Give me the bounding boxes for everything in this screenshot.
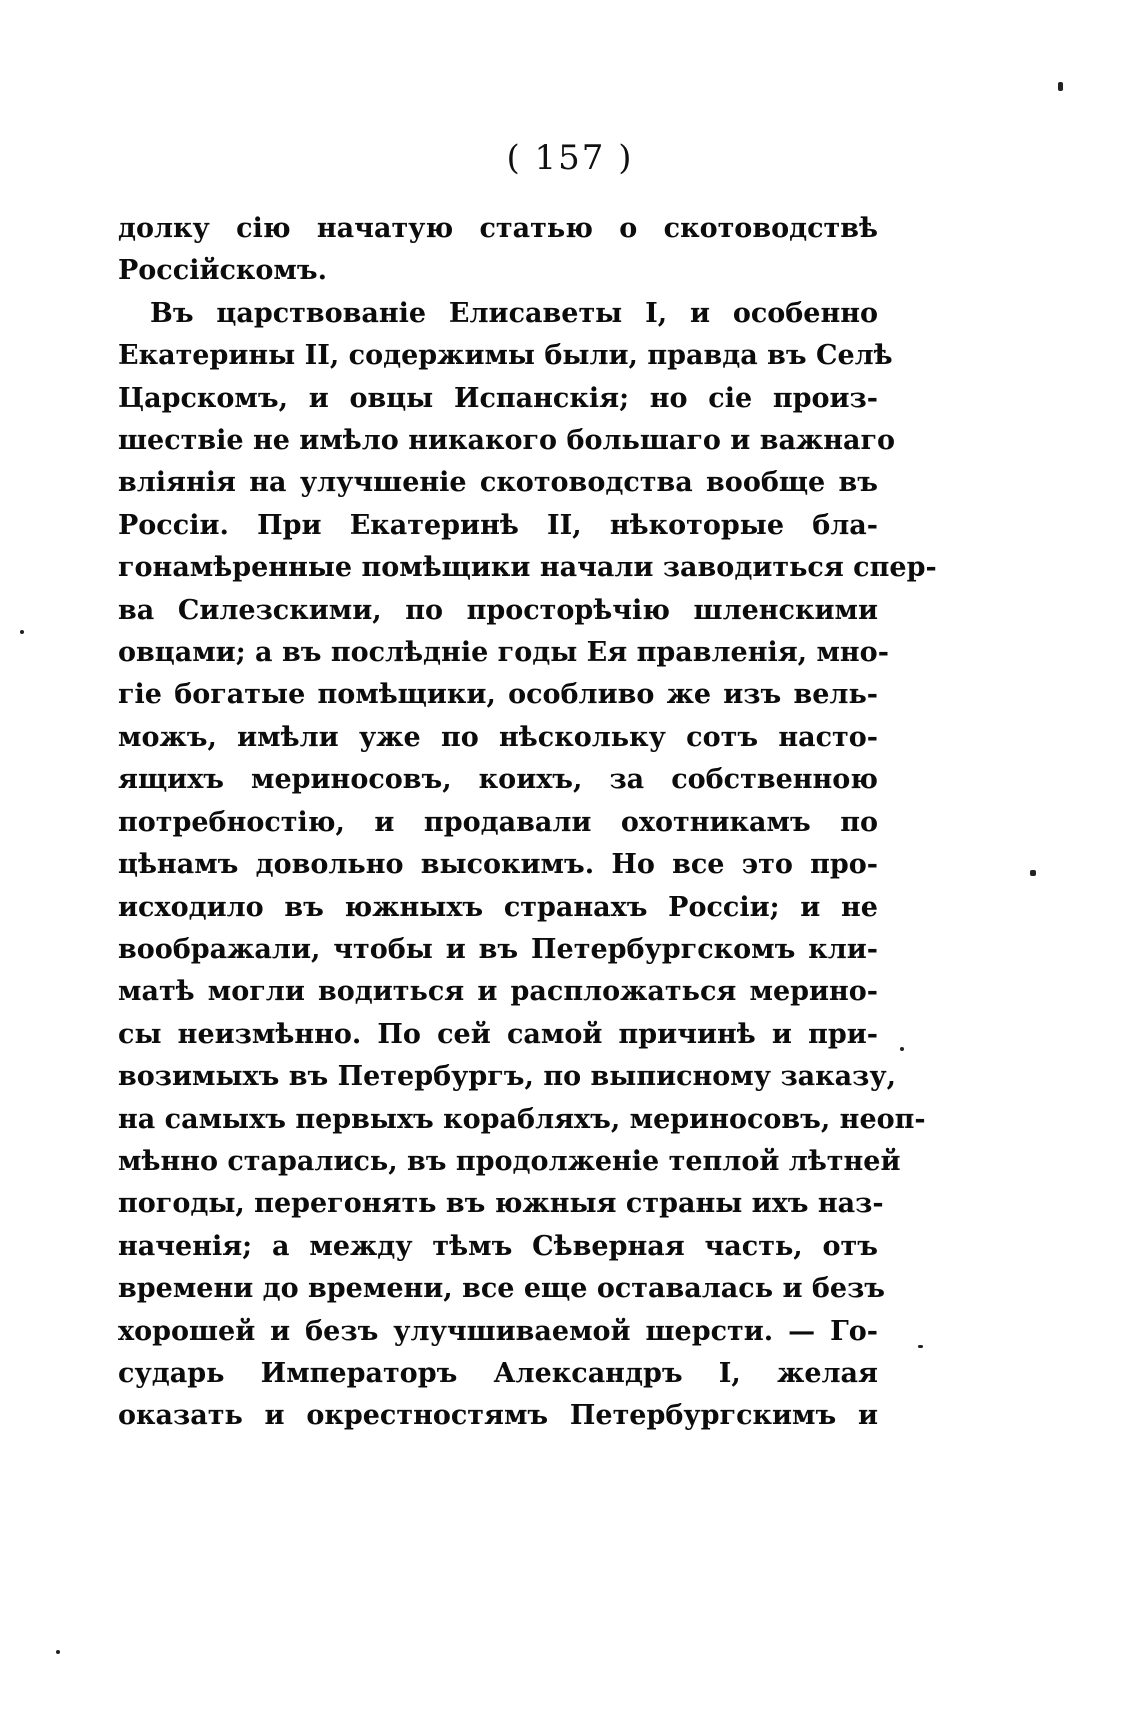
text-line: Въ царствованіе Елисаветы I, и особенно — [150, 297, 878, 329]
scan-speck — [20, 630, 24, 634]
body-text — [118, 208, 937, 1438]
scan-speck — [900, 1047, 904, 1051]
text-line: долку сію начатую статью о скотоводствѣ — [118, 213, 878, 244]
scan-speck — [918, 1345, 923, 1348]
text-line: матѣ могли водиться и расплoжаться мерино- — [118, 976, 878, 1008]
text-line: наченія; а между тѣмъ Сѣверная часть, отъ — [118, 1230, 878, 1262]
text-line: исходило въ южныхъ странахъ Россіи; и не — [118, 891, 878, 923]
text-line: ва Силезскими, по просторѣчію шленскими — [118, 594, 878, 626]
text-line: на самыхъ первыхъ корабляхъ, мериносовъ, неоп- — [118, 1103, 926, 1135]
text-line: ящихъ мериносовъ, коихъ, за собственною — [118, 764, 878, 796]
text-line: овцами; а въ послѣдніе годы Ея правленія, мно- — [118, 637, 889, 669]
text-line: можъ, имѣли уже по нѣскольку сотъ насто- — [118, 721, 878, 753]
text-line: сы неизмѣнно. По сей самой причинѣ и при- — [118, 1018, 878, 1050]
text-line: Царскомъ, и овцы Испанскія; но сіе произ- — [118, 382, 878, 414]
text-line: мѣнно старались, въ продолженіе теплой лѣтней — [118, 1145, 901, 1177]
scan-speck — [56, 1650, 60, 1654]
text-line: гонамѣренные помѣщики начали заводиться спер- — [118, 552, 937, 584]
text-line: цѣнамъ довольно высокимъ. Но все это про- — [118, 849, 878, 881]
scan-speck — [1058, 82, 1063, 91]
scan-speck — [1030, 870, 1036, 876]
text-line: Екатерины II, содержимы были, правда въ Селѣ — [118, 340, 893, 372]
text-line: Россіи. При Екатеринѣ II, нѣкоторые бла- — [118, 509, 878, 541]
text-line: Россійскомъ. — [118, 255, 327, 287]
page-number: ( 157 ) — [506, 138, 634, 178]
text-line: сударь Императоръ Александръ I, желая — [118, 1357, 878, 1389]
text-line: потребностію, и продавали охотникамъ по — [118, 806, 878, 838]
text-line: возимыхъ въ Петербургъ, по выписному заказу, — [118, 1061, 897, 1093]
text-line: хорошей и безъ улучшиваемой шерсти. — Го- — [118, 1315, 878, 1347]
text-line: воображали, чтобы и въ Петербургскомъ кли- — [118, 933, 878, 965]
text-line: вліянія на улучшеніе скотоводства вообще въ — [118, 467, 878, 499]
text-line: погоды, перегонять въ южныя страны ихъ наз- — [118, 1188, 884, 1220]
text-line: оказать и окрестностямъ Петербургскимъ и — [118, 1400, 878, 1432]
text-line: шествіе не имѣло никакого большаго и важнаго — [118, 425, 896, 457]
text-line: гіе богатые помѣщики, особливо же изъ вель- — [118, 679, 878, 711]
text-line: времени до времени, все еще оставалась и безъ — [118, 1273, 886, 1305]
